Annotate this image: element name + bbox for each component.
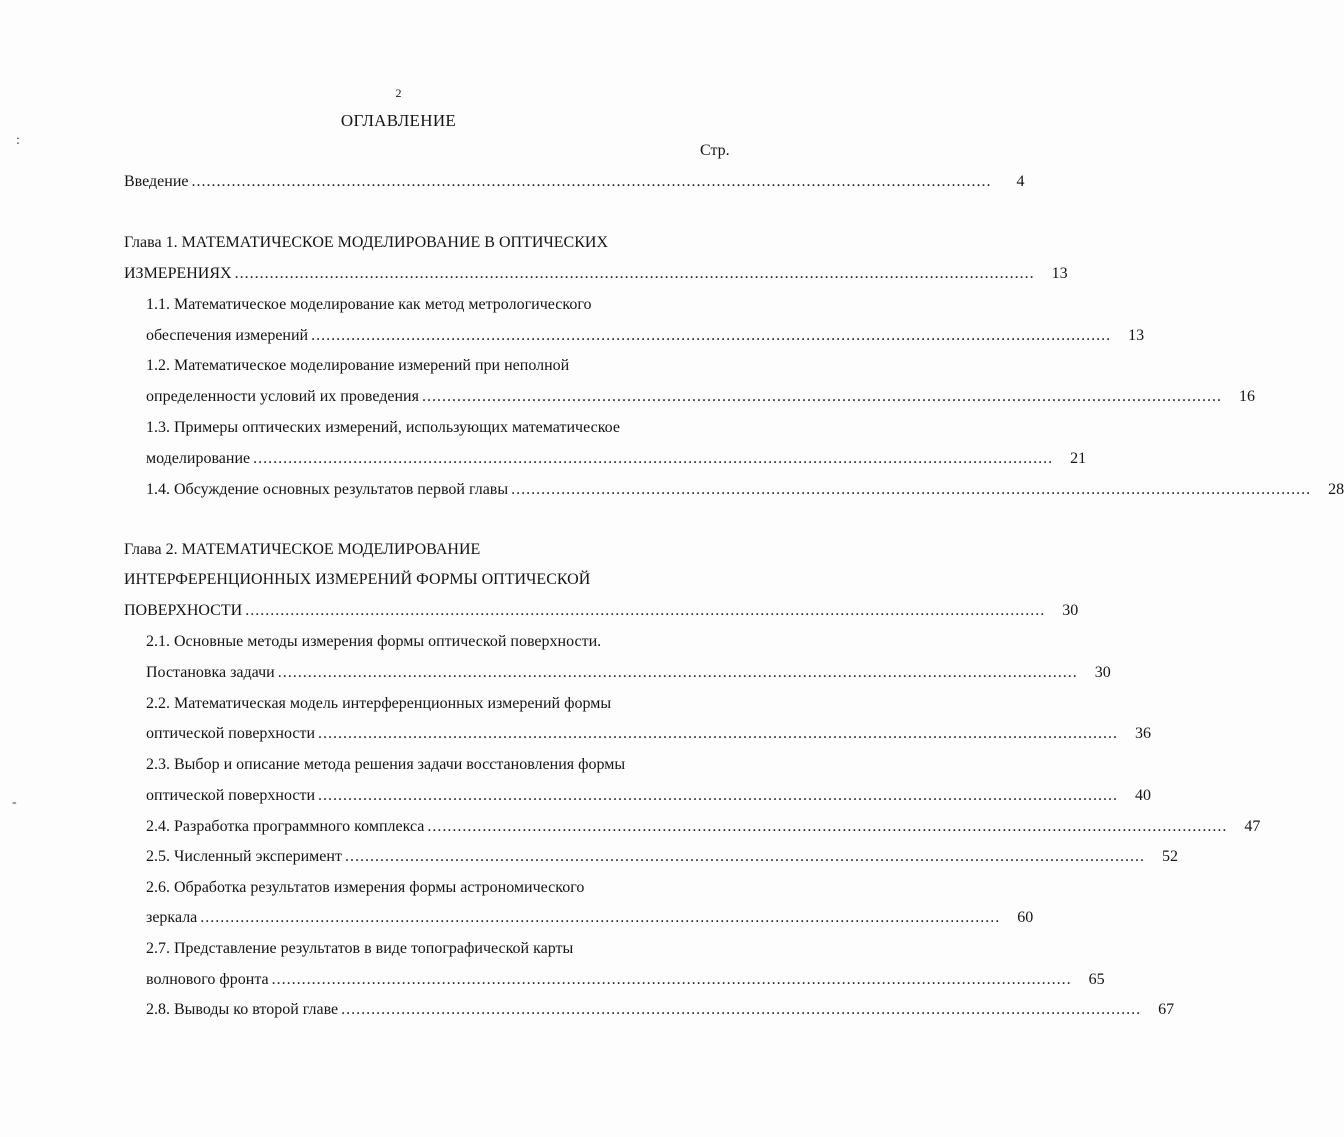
dot-leader: ................................................................................................................................................................ bbox=[344, 848, 1145, 865]
dot-leader: ................................................................................................................................................................ bbox=[271, 971, 1072, 988]
toc-entry-section-2-3 bbox=[146, 785, 1152, 807]
dot-leader: ................................................................................................................................................................ bbox=[200, 909, 1001, 926]
section-1-1-title-line bbox=[146, 294, 728, 316]
toc-entry-title: Введение bbox=[124, 173, 189, 190]
toc-entry-section-2-1 bbox=[146, 662, 1111, 684]
toc-entry-section-2-5 bbox=[146, 846, 1178, 868]
toc-entry-page: 30 bbox=[1062, 602, 1079, 619]
toc-entry-section-2-4 bbox=[146, 816, 1261, 838]
section-2-1-title-line bbox=[146, 631, 728, 653]
toc-entry-title: 2.7. Представление результатов в виде топографической карты bbox=[146, 940, 574, 957]
chapter-2-title-line bbox=[124, 539, 728, 561]
page-column-label: Стр. bbox=[700, 142, 730, 159]
toc-entry-page: 60 bbox=[1017, 909, 1034, 926]
toc-entry-page: 28 bbox=[1328, 481, 1344, 498]
toc-entry-title: 1.4. Обсуждение основных результатов первой главы bbox=[146, 481, 509, 498]
toc-entry-title: оптической поверхности bbox=[146, 725, 316, 742]
toc-entry-page: 40 bbox=[1135, 787, 1152, 804]
toc-entry-title: 2.1. Основные методы измерения формы оптической поверхности. bbox=[146, 633, 602, 650]
toc-entry-title: 2.8. Выводы ко второй главе bbox=[146, 1001, 339, 1018]
dot-leader: ................................................................................................................................................................ bbox=[191, 173, 992, 190]
toc-entry-section-1-4 bbox=[146, 479, 1344, 501]
toc-heading: ОГЛАВЛЕНИЕ bbox=[340, 111, 457, 130]
dot-leader: ................................................................................................................................................................ bbox=[427, 818, 1228, 835]
toc-entry-page: 21 bbox=[1070, 450, 1087, 467]
section-2-3-title-line bbox=[146, 754, 728, 776]
toc-entry-page: 65 bbox=[1088, 971, 1105, 988]
toc-entry-page: 52 bbox=[1161, 848, 1178, 865]
chapter-1-title-line bbox=[124, 232, 728, 254]
toc-entry-title: 1.3. Примеры оптических измерений, использующих математическое bbox=[146, 419, 620, 436]
toc-entry-section-2-8 bbox=[146, 999, 1175, 1021]
toc-entry-title: Постановка задачи bbox=[146, 664, 275, 681]
toc-entry-page: 16 bbox=[1238, 388, 1255, 405]
toc-entry-title: 1.1. Математическое моделирование как метод метрологического bbox=[146, 296, 592, 313]
toc-entry-chapter-2 bbox=[124, 600, 1079, 622]
toc-entry-page: 36 bbox=[1135, 725, 1152, 742]
toc-entry-title: 2.3. Выбор и описание метода решения задачи восстановления формы bbox=[146, 756, 626, 773]
toc-entry-title: Глава 1. МАТЕМАТИЧЕСКОЕ МОДЕЛИРОВАНИЕ В ОПТИЧЕСКИХ bbox=[124, 234, 608, 251]
dot-leader: ................................................................................................................................................................ bbox=[341, 1001, 1142, 1018]
toc-entry-page: 4 bbox=[1016, 173, 1025, 190]
scan-mark: - bbox=[12, 795, 17, 810]
toc-entry-page: 13 bbox=[1051, 265, 1068, 282]
dot-leader: ................................................................................................................................................................ bbox=[277, 664, 1078, 681]
toc-entry-title: зеркала bbox=[146, 909, 198, 926]
toc-entry-section-2-2 bbox=[146, 723, 1152, 745]
section-1-3-title-line bbox=[146, 417, 728, 439]
toc-entry-title: 2.4. Разработка программного комплекса bbox=[146, 818, 425, 835]
dot-leader: ................................................................................................................................................................ bbox=[421, 388, 1222, 405]
toc-entry-intro bbox=[124, 171, 1025, 193]
section-2-7-title-line bbox=[146, 938, 728, 960]
section-2-2-title-line bbox=[146, 693, 728, 715]
toc-entry-title: моделирование bbox=[146, 450, 251, 467]
toc-entry-section-1-3 bbox=[146, 448, 1087, 470]
toc-entry-title: Глава 2. МАТЕМАТИЧЕСКОЕ МОДЕЛИРОВАНИЕ bbox=[124, 541, 481, 558]
toc-entry-chapter-1 bbox=[124, 263, 1068, 285]
toc-entry-title: 1.2. Математическое моделирование измерений при неполной bbox=[146, 357, 570, 374]
toc-entry-page: 13 bbox=[1128, 327, 1145, 344]
section-1-2-title-line bbox=[146, 355, 728, 377]
toc-entry-page: 67 bbox=[1158, 1001, 1175, 1018]
toc-entry-section-1-1 bbox=[146, 325, 1145, 347]
dot-leader: ................................................................................................................................................................ bbox=[245, 602, 1046, 619]
scan-mark: : bbox=[16, 133, 20, 148]
chapter-2-title-line bbox=[124, 569, 728, 591]
toc-entry-title: 2.6. Обработка результатов измерения формы астрономического bbox=[146, 879, 585, 896]
dot-leader: ................................................................................................................................................................ bbox=[318, 787, 1119, 804]
dot-leader: ................................................................................................................................................................ bbox=[234, 265, 1035, 282]
dot-leader: ................................................................................................................................................................ bbox=[311, 327, 1112, 344]
toc-entry-title: определенности условий их проведения bbox=[146, 388, 419, 405]
toc-entry-section-1-2 bbox=[146, 386, 1255, 408]
toc-entry-page: 47 bbox=[1244, 818, 1261, 835]
toc-entry-title: волнового фронта bbox=[146, 971, 269, 988]
section-2-6-title-line bbox=[146, 877, 728, 899]
toc-entry-title: ИЗМЕРЕНИЯХ bbox=[124, 265, 232, 282]
toc-entry-page: 30 bbox=[1094, 664, 1111, 681]
toc-entry-title: 2.5. Численный эксперимент bbox=[146, 848, 342, 865]
dot-leader: ................................................................................................................................................................ bbox=[253, 450, 1054, 467]
toc-entry-section-2-6 bbox=[146, 907, 1034, 929]
toc-entry-title: ИНТЕРФЕРЕНЦИОННЫХ ИЗМЕРЕНИЙ ФОРМЫ ОПТИЧЕСКОЙ bbox=[124, 571, 591, 588]
page-number: 2 bbox=[395, 86, 402, 100]
toc-entry-title: обеспечения измерений bbox=[146, 327, 309, 344]
dot-leader: ................................................................................................................................................................ bbox=[511, 481, 1312, 498]
toc-entry-title: 2.2. Математическая модель интерференционных измерений формы bbox=[146, 695, 612, 712]
toc-entry-title: оптической поверхности bbox=[146, 787, 316, 804]
toc-entry-section-2-7 bbox=[146, 969, 1105, 991]
toc-entry-title: ПОВЕРХНОСТИ bbox=[124, 602, 243, 619]
dot-leader: ................................................................................................................................................................ bbox=[318, 725, 1119, 742]
